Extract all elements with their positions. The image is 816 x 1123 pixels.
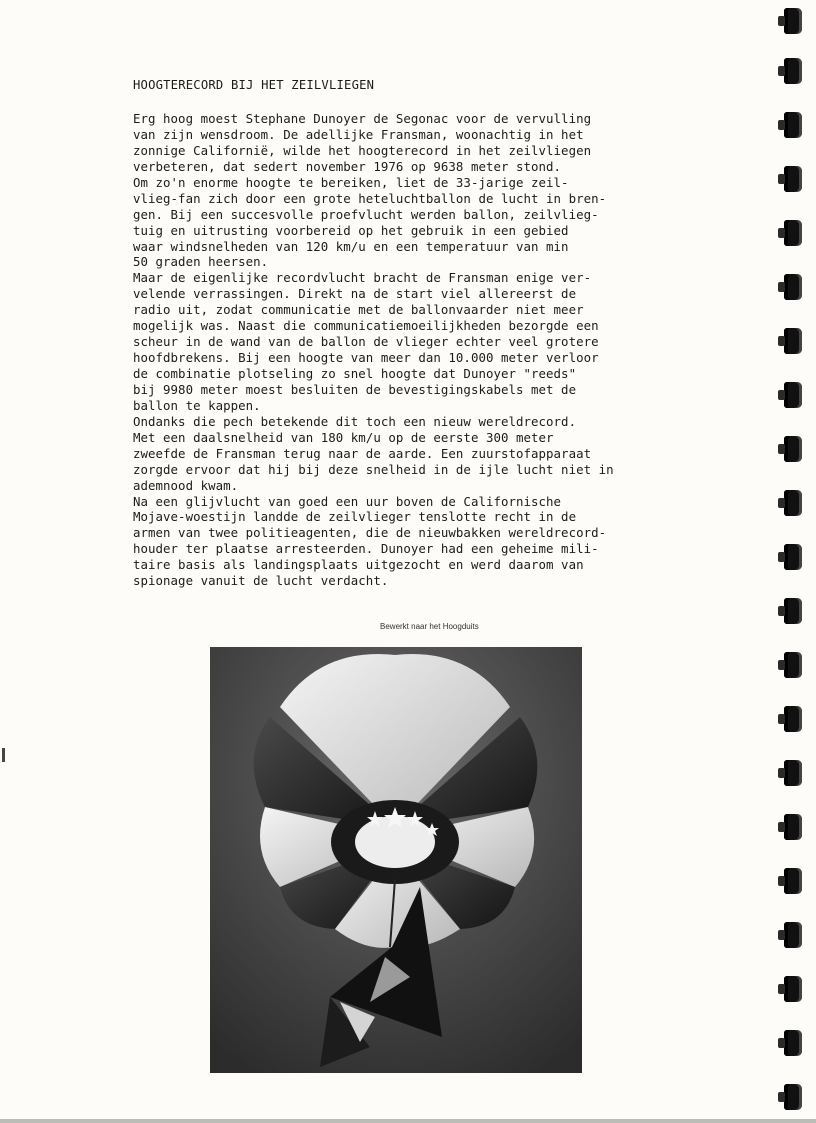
binding-ring [784, 706, 802, 732]
binding-ring [784, 976, 802, 1002]
spiral-binding [766, 0, 816, 1123]
body-line: scheur in de wand van de ballon de vlieger echter veel grotere [133, 334, 599, 350]
binding-ring [784, 58, 802, 84]
body-line: 50 graden heersen. [133, 254, 269, 270]
body-line: zonnige Californië, wilde het hoogterecord in het zeilvliegen [133, 142, 592, 158]
body-line: waar windsnelheden van 120 km/u en een temperatuur van min [133, 238, 569, 254]
binding-ring [784, 274, 802, 300]
body-line: Met een daalsnelheid van 180 km/u op de eerste 300 meter [133, 429, 554, 445]
body-line: Erg hoog moest Stephane Dunoyer de Segonac voor de vervulling [133, 111, 592, 126]
binding-ring [784, 436, 802, 462]
body-line: vlieg-fan zich door een grote heteluchtballon de lucht in bren- [133, 190, 607, 206]
article-title: HOOGTERECORD BIJ HET ZEILVLIEGEN [133, 78, 375, 92]
body-line: armen van twee politieagenten, die de nieuwbakken wereldrecord- [133, 525, 607, 541]
page-bottom-edge [0, 1119, 816, 1123]
binding-ring [784, 544, 802, 570]
body-line: houder ter plaatse arresteerden. Dunoyer had een geheime mili- [133, 541, 599, 557]
binding-ring [784, 382, 802, 408]
body-line: Na een glijvlucht van goed een uur boven de Californische [133, 493, 562, 509]
binding-ring [784, 328, 802, 354]
binding-ring [784, 814, 802, 840]
body-line: van zijn wensdroom. De adellijke Fransman, woonachtig in het [133, 126, 584, 142]
body-line: velende verrassingen. Direkt na de start viel allereerst de [133, 286, 577, 302]
binding-ring [784, 8, 802, 34]
binding-ring [784, 868, 802, 894]
body-line: spionage vanuit de lucht verdacht. [133, 573, 389, 589]
body-line: radio uit, zodat communicatie met de ballonvaarder niet meer [133, 302, 584, 318]
binding-ring [784, 922, 802, 948]
body-line: zweefde de Fransman terug naar de aarde. Een zuurstofapparaat [133, 445, 592, 461]
binding-ring [784, 760, 802, 786]
balloon-photo [210, 647, 582, 1073]
body-line: ballon te kappen. [133, 397, 261, 413]
body-line: ademnood kwam. [133, 477, 239, 493]
body-line: Om zo'n enorme hoogte te bereiken, liet de 33-jarige zeil- [133, 174, 569, 190]
binding-ring [784, 490, 802, 516]
body-line: taire basis als landingsplaats uitgezocht en werd daarom van [133, 557, 584, 573]
balloon-illustration [210, 647, 582, 1073]
binding-ring [784, 220, 802, 246]
binding-ring [784, 166, 802, 192]
binding-ring [784, 1030, 802, 1056]
body-line: Maar de eigenlijke recordvlucht bracht de Fransman enige ver- [133, 270, 592, 286]
margin-mark [2, 748, 5, 762]
body-line: bij 9980 meter moest besluiten de bevestigingskabels met de [133, 381, 577, 397]
balloon-envelope [254, 654, 538, 948]
binding-ring [784, 652, 802, 678]
photo-credit: Bewerkt naar het Hoogduits [380, 622, 479, 631]
binding-ring [784, 1084, 802, 1110]
body-line: mogelijk was. Naast die communicatiemoeilijkheden bezorgde een [133, 318, 599, 334]
body-line: Mojave-woestijn landde de zeilvlieger tenslotte recht in de [133, 509, 577, 525]
body-line: de combinatie plotseling zo snel hoogte dat Dunoyer "reeds" [133, 366, 577, 381]
body-line: Ondanks die pech betekende dit toch een nieuw wereldrecord. [133, 413, 577, 429]
article-body [133, 111, 693, 589]
body-line: gen. Bij een succesvolle proefvlucht werden ballon, zeilvlieg- [133, 206, 599, 222]
body-line: hoofdbrekens. Bij een hoogte van meer dan 10.000 meter verloor [133, 350, 599, 366]
body-line: verbeteren, dat sedert november 1976 op 9638 meter stond. [133, 158, 562, 174]
binding-ring [784, 598, 802, 624]
body-line: zorgde ervoor dat hij bij deze snelheid in de ijle lucht niet in [133, 461, 614, 477]
body-line: tuig en uitrusting voorbereid op het gebruik in een gebied [133, 222, 569, 238]
binding-ring [784, 112, 802, 138]
